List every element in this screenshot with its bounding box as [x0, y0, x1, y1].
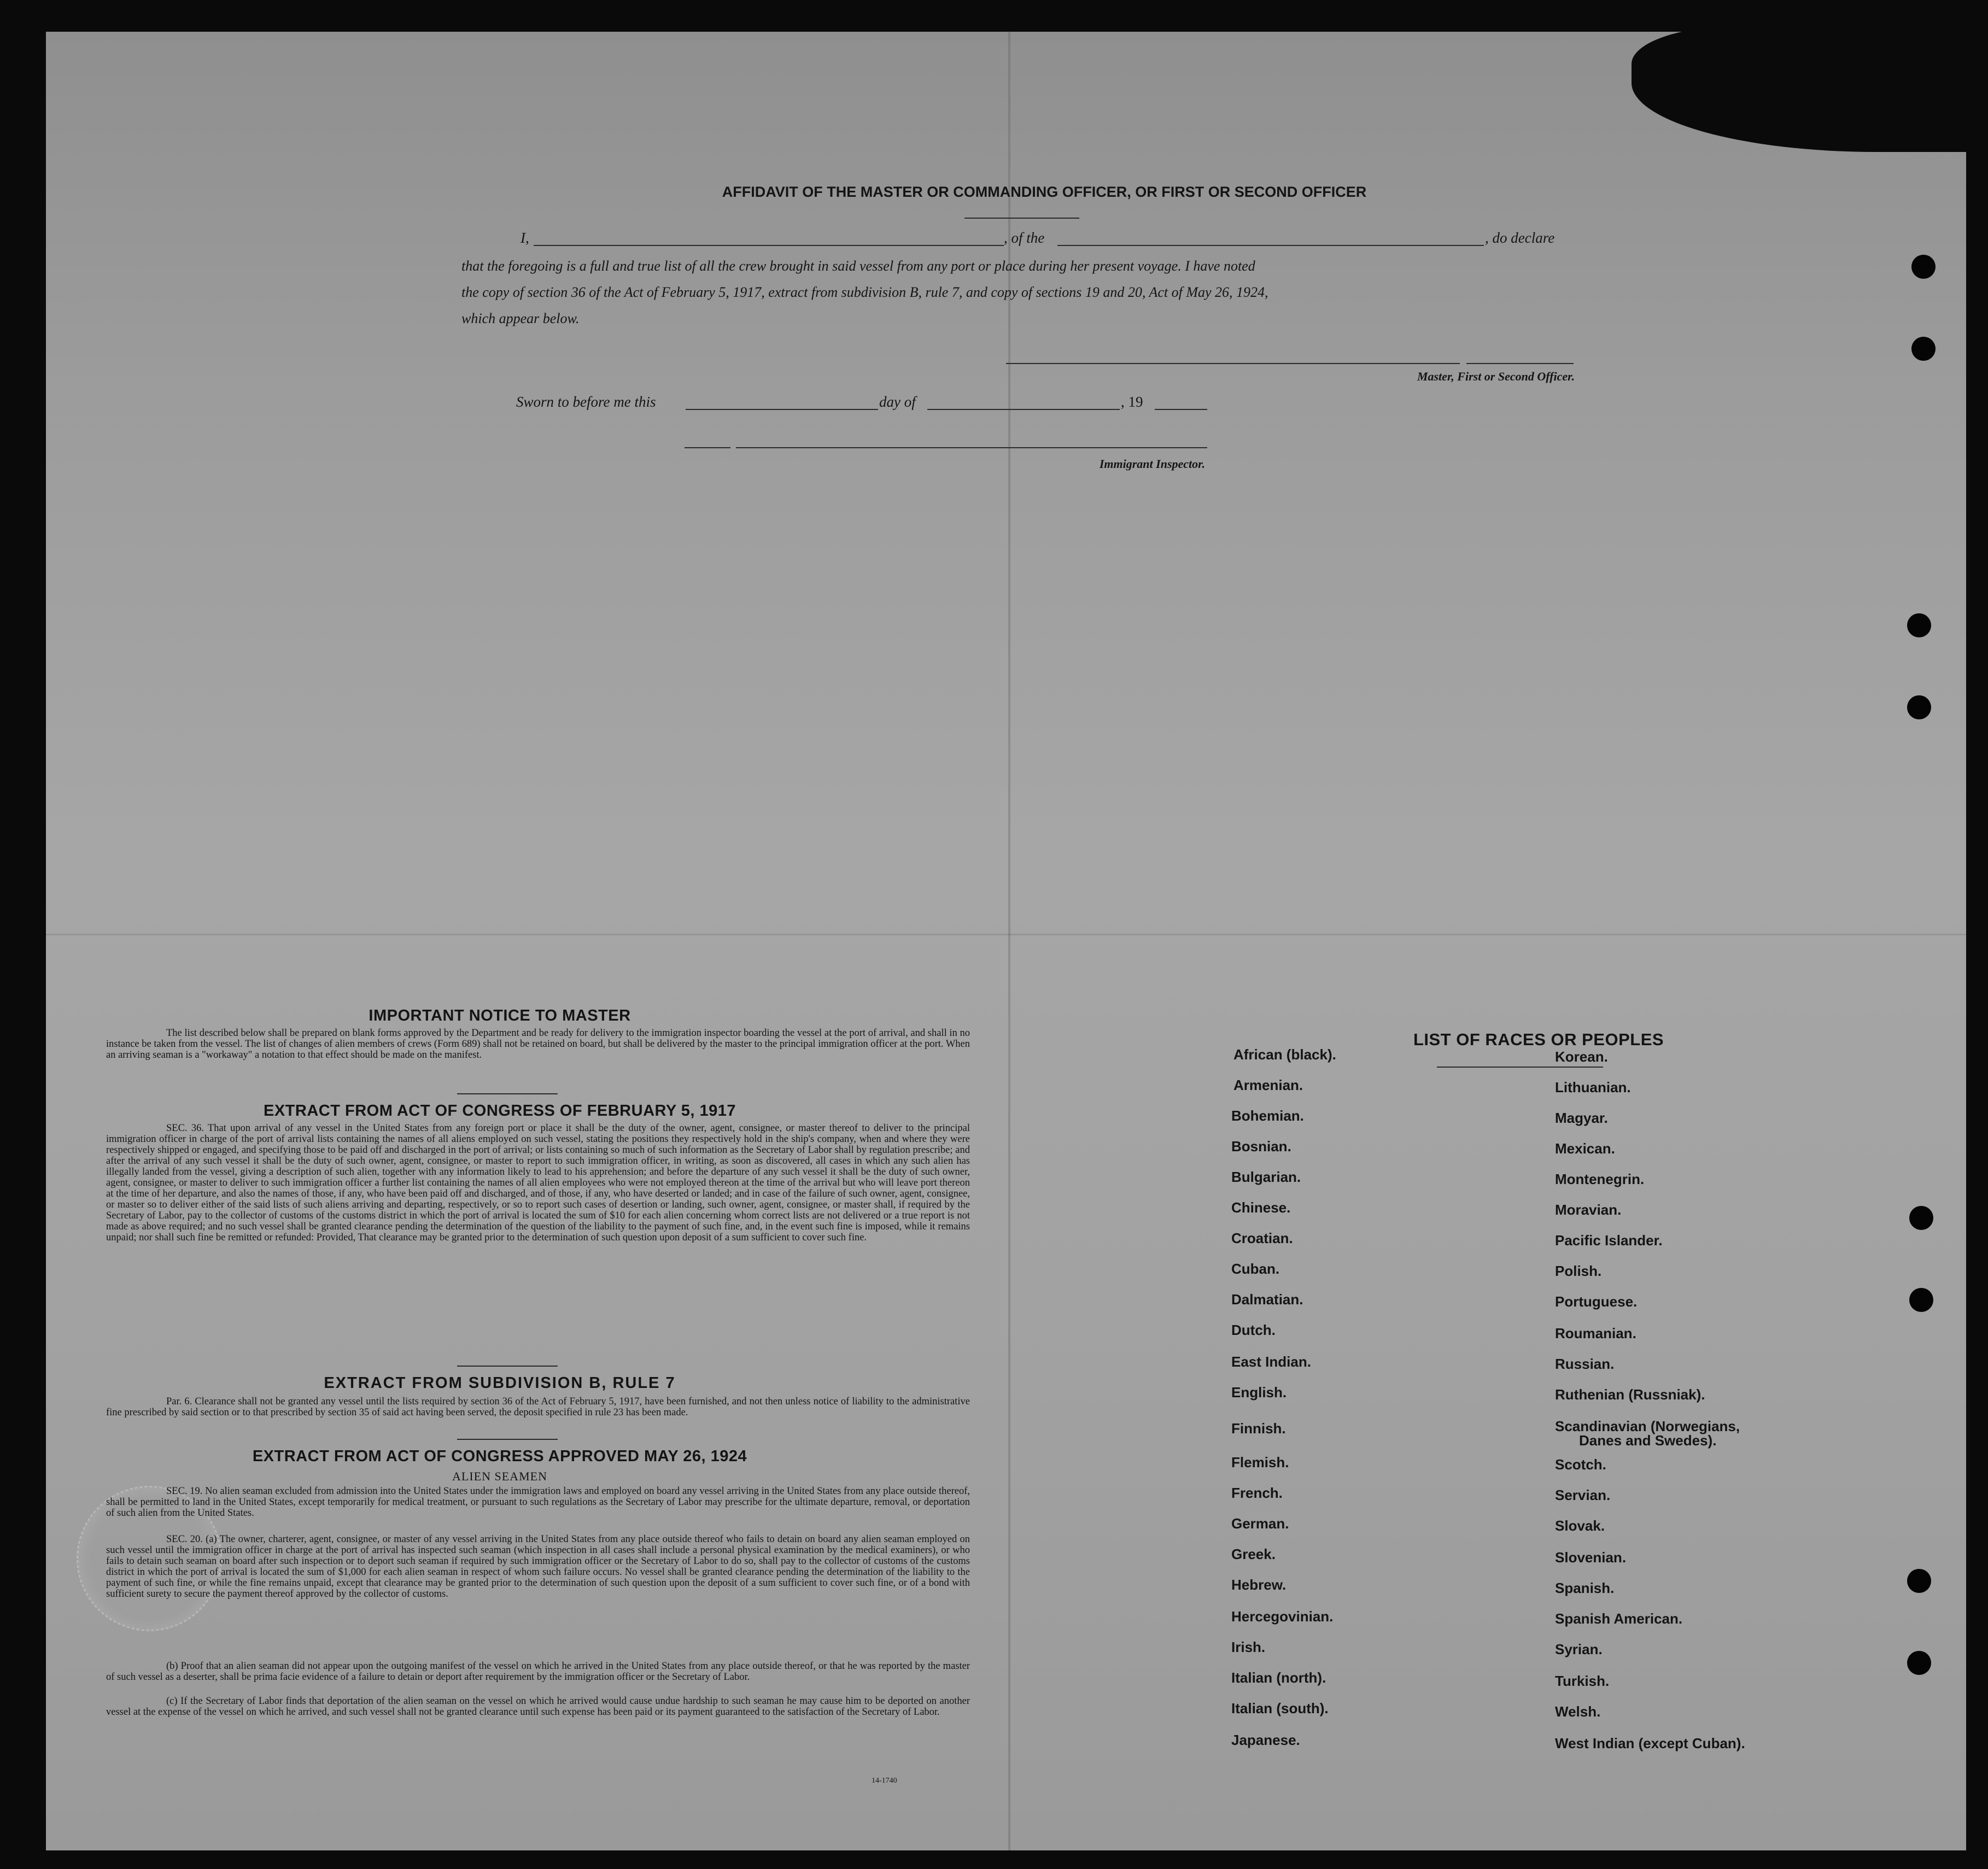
race-item: Pacific Islander. [1555, 1232, 1663, 1249]
race-item: Servian. [1555, 1487, 1611, 1503]
race-item: Italian (north). [1231, 1669, 1326, 1686]
race-item: Cuban. [1231, 1261, 1280, 1277]
race-item: Bosnian. [1231, 1138, 1291, 1155]
race-item: German. [1231, 1515, 1289, 1532]
affidavit-text-2: that the foregoing is a full and true list of all the crew brought in said vessel from any port or place during her present voyage. I have noted [461, 258, 1255, 274]
master-signature-line-2 [1466, 363, 1574, 364]
race-item: African (black). [1233, 1046, 1336, 1063]
race-item: Ruthenian (Russniak). [1555, 1386, 1705, 1403]
race-item: Roumanian. [1555, 1325, 1636, 1341]
race-item: Moravian. [1555, 1202, 1622, 1218]
inspector-signature-line[interactable] [736, 447, 1207, 448]
race-item: English. [1231, 1384, 1287, 1401]
inspector-line-a [685, 447, 730, 448]
race-item: Turkish. [1555, 1673, 1610, 1689]
vertical-fold [1008, 32, 1010, 1850]
race-item: Russian. [1555, 1356, 1615, 1372]
section-rule [457, 1366, 558, 1367]
binder-hole [1909, 1288, 1933, 1312]
binder-hole [1907, 613, 1931, 637]
race-item: Scandinavian (Norwegians, [1555, 1418, 1740, 1434]
race-item: Flemish. [1231, 1454, 1289, 1470]
race-item: Italian (south). [1231, 1700, 1329, 1716]
race-item: Korean. [1555, 1048, 1608, 1065]
race-item: Welsh. [1555, 1703, 1601, 1720]
race-item: Magyar. [1555, 1110, 1608, 1126]
race-item: Greek. [1231, 1546, 1276, 1562]
master-signature-line[interactable] [1006, 363, 1460, 364]
sworn-day-field[interactable] [686, 409, 878, 410]
races-title: LIST OF RACES OR PEOPLES [1413, 1030, 1664, 1049]
race-item: Syrian. [1555, 1641, 1603, 1657]
sworn-day-of: day of [879, 394, 916, 410]
binder-hole [1911, 255, 1936, 279]
section-rule [457, 1093, 558, 1094]
extract-1924-title: EXTRACT FROM ACT OF CONGRESS APPROVED MAY 26, 1924 [252, 1448, 747, 1465]
race-item: Croatian. [1231, 1230, 1293, 1246]
race-item: Mexican. [1555, 1140, 1615, 1157]
race-item: Hebrew. [1231, 1577, 1287, 1593]
race-item: Chinese. [1231, 1199, 1291, 1216]
sec19-text: SEC. 19. No alien seaman excluded from admission into the United States under the immigration laws and employed on board any vessel arriving in the United States from any place outside thereof, shall be permitted to land in the United States, except temporarily for medical treatment, or pursuant to such regulations as the Secretary of Labor may prescribe for the ultimate departure, removal, or deportation of such alien from the United States. [106, 1486, 970, 1519]
binder-hole [1907, 695, 1931, 719]
race-item: Finnish. [1231, 1420, 1286, 1437]
race-item: Danes and Swedes). [1579, 1432, 1717, 1449]
section-rule [457, 1439, 558, 1440]
binder-hole [1909, 1206, 1933, 1230]
binder-hole [1907, 1569, 1931, 1593]
extract-1924-subtitle: ALIEN SEAMEN [452, 1469, 547, 1483]
name-field[interactable] [534, 245, 1004, 246]
affidavit-declare: , do declare [1485, 230, 1555, 246]
notice-text: The list described below shall be prepared on blank forms approved by the Department and be ready for delivery to the immigration inspector boarding the vessel at the port of arrival, and shall in no instance be taken from the vessel. The list of changes of alien members of crews (Form 689) shall not be retained on board, but shall be delivered by the master to the principal immigration officer at the port. When an arriving seaman is a "workaway" a notation to that effect should be made on the manifest. [106, 1028, 970, 1061]
master-label: Master, First or Second Officer. [1417, 370, 1575, 383]
extract-1917-title: EXTRACT FROM ACT OF CONGRESS OF FEBRUARY 5, 1917 [263, 1102, 736, 1120]
binder-hole [1911, 337, 1936, 361]
sworn-prefix: Sworn to before me this [516, 394, 656, 410]
race-item: Irish. [1231, 1639, 1266, 1655]
race-item: Scotch. [1555, 1456, 1606, 1473]
race-item: Portuguese. [1555, 1293, 1638, 1310]
extract-1917-text: SEC. 36. That upon arrival of any vessel in the United States from any foreign port or place it shall be the duty of the owner, agent, consignee, or master thereof to deliver to the principal immigration officer in charge of the port of arrival lists containing the names of all aliens employed on such vessel, stating the positions they respectively hold in the ship's company, when and where they were respectively shipped or engaged, and specifying those to be paid off and discharged in the port of arrival; or lists containing so much of such information as the Secretary of Labor shall by regulation prescribe; and after the arrival of any such vessel it shall be the duty of such owner, agent, consignee, or master to report to such immigration officer, in writing, as soon as discovered, all cases in which any such alien has illegally landed from the vessel, giving a description of such alien, together with any information likely to lead to his apprehension; and before the departure of any such vessel it shall be the duty of such owner, agent, consignee, or master to deliver to such immigration officer a further list containing the names of all alien employees who were not employed thereon at the time of the arrival but who will leave port thereon at the time of her departure, and also the names of those, if any, who have been paid off and discharged, and of those, if any, who have deserted or landed; and in case of the failure of such owner, agent, consignee, or master so to deliver either of the said lists of such aliens arriving and departing, respectively, or so to report such cases of desertion or landing, such owner, agent, consignee, or master shall, if required by the Secretary of Labor, pay to the collector of customs of the customs district in which the port of arrival is located the sum of $10 for each alien concerning whom correct lists are not delivered or a true report is not made as above required; and no such vessel shall be granted clearance pending the determination of the question of the liability to the payment of such fine, and, in the event such fine is imposed, while it remains unpaid; nor shall such fine be remitted or refunded: Provided, That clearance may be granted prior to the determination of such question upon deposit of a sum sufficient to cover such fine. [106, 1123, 970, 1243]
race-item: Montenegrin. [1555, 1171, 1645, 1187]
affidavit-text-3: the copy of section 36 of the Act of February 5, 1917, extract from subdivision B, rule 7, and copy of sections 19 and 20, Act of May 26, 1924, [461, 284, 1268, 300]
race-item: East Indian. [1231, 1354, 1311, 1370]
torn-corner [1632, 26, 1981, 152]
inspector-label: Immigrant Inspector. [1099, 457, 1205, 471]
sworn-year-field[interactable] [1155, 409, 1207, 410]
sec20c-text: (c) If the Secretary of Labor finds that deportation of the alien seaman on the vessel on which he arrived would cause undue hardship to such seaman he may cause him to be deported on another vessel at the expense of the vessel on which he arrived, and such vessel shall not be granted clearance until such expense has been paid or its payment guaranteed to the satisfaction of the Secretary of Labor. [106, 1696, 970, 1718]
affidavit-I: I, [521, 230, 529, 246]
race-item: Dutch. [1231, 1322, 1276, 1338]
race-item: Spanish. [1555, 1580, 1615, 1596]
race-item: Bulgarian. [1231, 1169, 1301, 1185]
document-page [46, 32, 1966, 1850]
race-item: Slovenian. [1555, 1549, 1627, 1566]
race-item: Japanese. [1231, 1732, 1300, 1748]
affidavit-title: AFFIDAVIT OF THE MASTER OR COMMANDING OFFICER, OR FIRST OR SECOND OFFICER [722, 184, 1367, 200]
sworn-month-field[interactable] [927, 409, 1120, 410]
form-number: 14-1740 [872, 1777, 897, 1785]
title-rule [964, 218, 1079, 219]
affidavit-text-4: which appear below. [461, 310, 580, 326]
horizontal-fold [46, 934, 1966, 935]
race-item: Spanish American. [1555, 1610, 1683, 1627]
notice-title: IMPORTANT NOTICE TO MASTER [369, 1007, 631, 1024]
races-rule [1437, 1067, 1603, 1068]
race-item: Lithuanian. [1555, 1079, 1631, 1095]
affidavit-of-the: , of the [1004, 230, 1045, 246]
sec20a-text: SEC. 20. (a) The owner, charterer, agent, consignee, or master of any vessel arriving in the United States from any place outside thereof who fails to detain on board any alien seaman employed on such vessel until the immigration officer in charge at the port of arrival has inspected such seaman (which inspection in all cases shall include a personal physical examination by the medical examiners), or who fails to detain such seaman on board after such inspection or to deport such seaman if required by such immigration officer or the Secretary of Labor to do so, shall pay to the collector of customs of the customs district in which the port of arrival is located the sum of $1,000 for each alien seaman in respect of whom such failure occurs. No vessel shall be granted clearance pending the determination of the liability to the payment of such fine, or while the fine remains unpaid, except that clearance may be granted prior to the determination of such question upon the deposit of a sum sufficient to cover such fine, or of a bond with sufficient surety to secure the payment thereof approved by the collector of customs. [106, 1534, 970, 1600]
sworn-year: , 19 [1121, 394, 1143, 410]
race-item: Hercegovinian. [1231, 1608, 1334, 1625]
race-item: West Indian (except Cuban). [1555, 1735, 1745, 1751]
race-item: French. [1231, 1485, 1283, 1501]
rule7-text: Par. 6. Clearance shall not be granted any vessel until the lists required by section 36 of the Act of February 5, 1917, have been furnished, and not then unless notice of liability to the administrative fine prescribed by said section or to that prescribed by section 35 of said act having been served, the deposit specified in rule 23 has been made. [106, 1396, 970, 1418]
vessel-field[interactable] [1057, 245, 1484, 246]
race-item: Slovak. [1555, 1518, 1605, 1534]
binder-hole [1907, 1651, 1931, 1675]
sec20b-text: (b) Proof that an alien seaman did not appear upon the outgoing manifest of the vessel on which he arrived in the United States from any place outside thereof, or that he was reported by the master of such vessel as a deserter, shall be prima facie evidence of a failure to detain or deport after requirement by the immigration officer or the Secretary of Labor. [106, 1661, 970, 1683]
race-item: Polish. [1555, 1263, 1602, 1279]
race-item: Bohemian. [1231, 1108, 1304, 1124]
race-item: Armenian. [1233, 1077, 1303, 1093]
race-item: Dalmatian. [1231, 1291, 1303, 1308]
rule7-title: EXTRACT FROM SUBDIVISION B, RULE 7 [324, 1374, 676, 1392]
